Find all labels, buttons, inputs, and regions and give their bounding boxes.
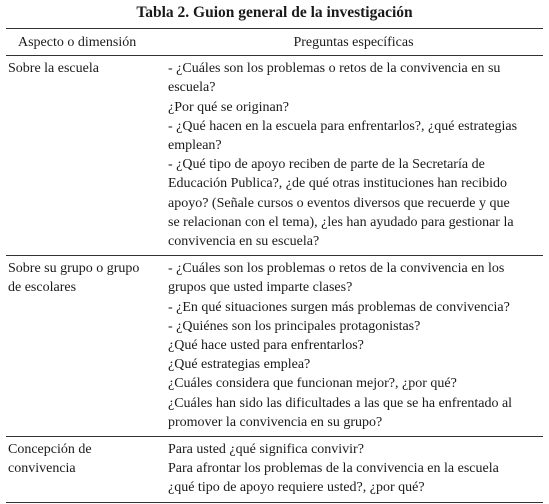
question-line: ¿Cuáles considera que funcionan mejor?, ¿por qué? <box>168 376 457 392</box>
question-line: apoyo? (Señale cursos o eventos diversos que recuerde y que <box>168 195 510 211</box>
table-title: Tabla 2. Guion general de la investigación <box>136 4 413 21</box>
aspect-line: Sobre la escuela <box>8 61 99 77</box>
question-line: Para afrontar los problemas de la convivencia en la escuela <box>168 461 499 477</box>
question-line: se relacionan con el tema), ¿les han ayudado para gestionar la <box>168 214 514 230</box>
table-row <box>6 56 543 256</box>
header-questions: Preguntas específicas <box>164 29 543 56</box>
aspect-line: de escolares <box>8 280 77 296</box>
header-aspect: Aspecto o dimensión <box>6 29 164 56</box>
question-line: grupos que usted imparte clases? <box>168 280 353 296</box>
table-header-row <box>6 29 543 56</box>
question-line: ¿Por qué se originan? <box>168 99 289 115</box>
question-line: ¿qué tipo de apoyo requiere usted?, ¿por qué? <box>168 480 425 496</box>
questions-cell <box>164 437 543 503</box>
question-line: escuela? <box>168 80 216 96</box>
table-row <box>6 256 543 437</box>
question-line: Para usted ¿qué significa convivir? <box>168 442 364 458</box>
question-line: promover la convivencia en su grupo? <box>168 414 383 430</box>
research-guide-table <box>6 28 543 503</box>
question-line: - ¿En qué situaciones surgen más problemas de convivencia? <box>168 299 510 315</box>
question-line: Educación Publica?, ¿de qué otras instituciones han recibido <box>168 176 508 192</box>
question-line: ¿Cuáles han sido las dificultades a las que se ha enfrentado al <box>168 395 513 411</box>
question-line: - ¿Cuáles son los problemas o retos de la convivencia en su <box>168 61 501 77</box>
aspect-line: Sobre su grupo o grupo <box>8 261 140 277</box>
question-line: ¿Qué estrategias emplea? <box>168 357 311 373</box>
question-line: - ¿Qué tipo de apoyo reciben de parte de la Secretaría de <box>168 157 485 173</box>
aspect-cell <box>6 56 164 256</box>
question-line: - ¿Cuáles son los problemas o retos de la convivencia en los <box>168 261 505 277</box>
aspect-cell <box>6 437 164 503</box>
question-line: emplean? <box>168 138 222 154</box>
question-line: ¿Qué hace usted para enfrentarlos? <box>168 338 364 354</box>
question-line: convivencia en su escuela? <box>168 234 320 250</box>
table-row <box>6 437 543 503</box>
questions-cell <box>164 256 543 437</box>
aspect-line: Concepción de <box>8 442 92 458</box>
questions-cell <box>164 56 543 256</box>
question-line: - ¿Quiénes son los principales protagonistas? <box>168 318 421 334</box>
aspect-cell <box>6 256 164 437</box>
table-body <box>6 56 543 502</box>
question-line: - ¿Qué hacen en la escuela para enfrentarlos?, ¿qué estrategias <box>168 118 518 134</box>
aspect-line: convivencia <box>8 461 76 477</box>
